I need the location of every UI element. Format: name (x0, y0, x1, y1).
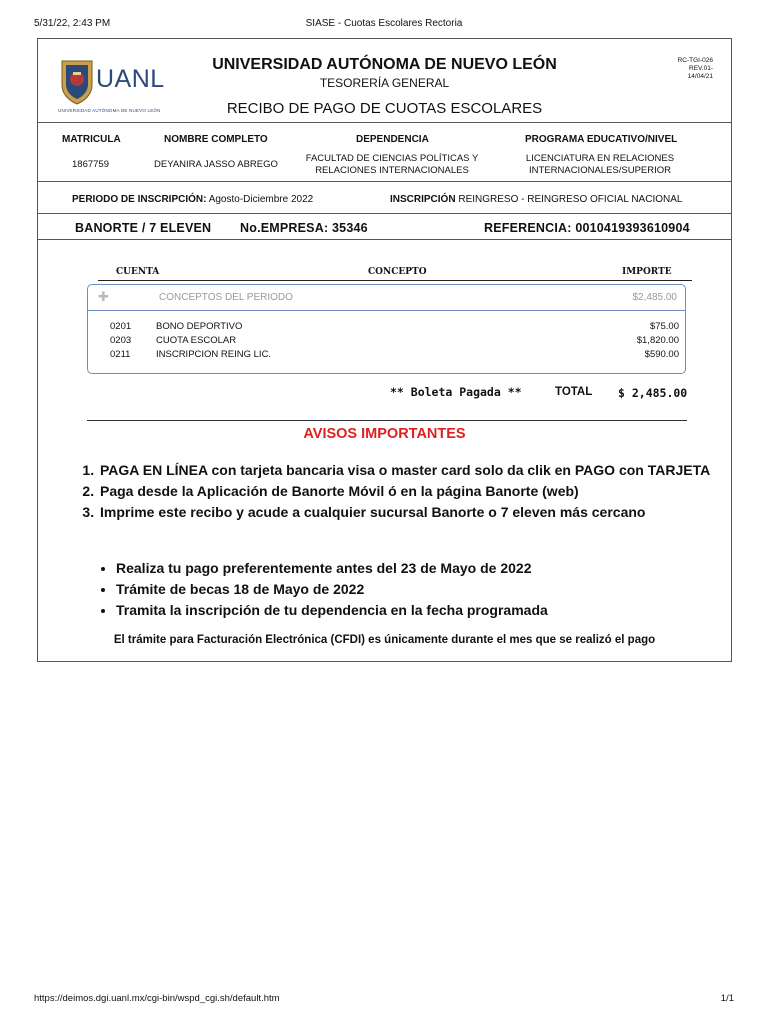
row-concepto: BONO DEPORTIVO (156, 321, 243, 332)
periodo-label: PERIODO DE INSCRIPCIÓN: (72, 194, 207, 205)
row-cuenta: 0201 (110, 321, 132, 332)
programa-value (510, 153, 690, 177)
cfdi-notice: El trámite para Facturación Electrónica (CFDI) es únicamente durante el mes que se realizó el pago (113, 634, 656, 646)
print-url: https://deimos.dgi.uanl.mx/cgi-bin/wspd_cgi.sh/default.htm (34, 993, 280, 1004)
list-item: • Tramita la inscripción de tu dependencia en la fecha programada (116, 600, 716, 621)
nombre-value: DEYANIRA JASSO ABREGO (154, 159, 278, 170)
dependencia-value (292, 153, 492, 177)
total-value: $ 2,485.00 (618, 386, 688, 400)
row-cuenta: 0211 (110, 349, 131, 360)
programa-line-1: LICENCIATURA EN RELACIONES (525, 153, 675, 164)
header-programa: PROGRAMA EDUCATIVO/NIVEL (525, 134, 678, 145)
periodo-value: Agosto-Diciembre 2022 (208, 194, 314, 205)
col-concepto: CONCEPTO (368, 267, 427, 277)
inscripcion-value: REINGRESO - REINGRESO OFICIAL NACIONAL (458, 194, 683, 205)
referencia (484, 221, 690, 235)
print-header (0, 0, 768, 40)
table-header-underline (98, 280, 692, 281)
expand-plus-icon[interactable]: ✚ (98, 289, 109, 304)
empresa (240, 221, 368, 235)
divider (38, 181, 731, 182)
document-code (653, 57, 713, 81)
bank-name: BANORTE / 7 ELEVEN (75, 221, 212, 235)
code-line-1: RC-TGI-026 (677, 57, 713, 64)
group-label: CONCEPTOS DEL PERIODO (159, 292, 293, 303)
university-name: UNIVERSIDAD AUTÓNOMA DE NUEVO LEÓN (212, 56, 557, 73)
matricula-value: 1867759 (72, 159, 109, 170)
print-datetime: 5/31/22, 2:43 PM (34, 18, 111, 29)
code-line-3: 14/04/21 (687, 73, 713, 80)
header-matricula: MATRICULA (62, 134, 121, 145)
avisos-title: AVISOS IMPORTANTES (303, 426, 466, 442)
divider (38, 122, 731, 123)
list-item: • Realiza tu pago preferentemente antes del 23 de Mayo de 2022 (116, 558, 716, 579)
list-item: 3. Imprime este recibo y acude a cualquier sucursal Banorte o 7 eleven más cercano (98, 502, 718, 523)
periodo-inscripcion (72, 194, 313, 205)
logo-text: UANL (96, 65, 165, 93)
dependencia-line-1: FACULTAD DE CIENCIAS POLÍTICAS Y (305, 153, 479, 164)
logo-subtext: UNIVERSIDAD AUTÓNOMA DE NUEVO LEÓN (58, 108, 161, 113)
divider (38, 239, 731, 240)
receipt-title: RECIBO DE PAGO DE CUOTAS ESCOLARES (226, 100, 543, 117)
row-importe: $75.00 (649, 321, 679, 332)
department-name: TESORERÍA GENERAL (319, 76, 450, 90)
divider (87, 420, 687, 421)
row-cuenta: 0203 (110, 335, 132, 346)
header-dependencia: DEPENDENCIA (356, 134, 429, 145)
dependencia-line-2: RELACIONES INTERNACIONALES (315, 165, 469, 176)
programa-line-2: INTERNACIONALES/SUPERIOR (529, 165, 671, 176)
tipo-inscripcion (390, 194, 682, 205)
referencia-label: REFERENCIA: (484, 221, 572, 235)
row-concepto: CUOTA ESCOLAR (156, 335, 237, 346)
payment-steps (80, 460, 718, 523)
concepts-group (87, 284, 686, 374)
row-concepto: INSCRIPCION REING LIC. (156, 349, 272, 360)
row-importe: $1,820.00 (636, 335, 679, 346)
empresa-label: No.EMPRESA: (240, 221, 329, 235)
header-nombre: NOMBRE COMPLETO (164, 134, 268, 145)
paid-status: ** Boleta Pagada ** (390, 385, 522, 399)
empresa-value: 35346 (332, 221, 368, 235)
list-item: • Trámite de becas 18 de Mayo de 2022 (116, 579, 716, 600)
referencia-value: 0010419393610904 (575, 221, 690, 235)
col-cuenta: CUENTA (116, 267, 160, 277)
print-title: SIASE - Cuotas Escolares Rectoria (305, 18, 463, 29)
page-count: 1/1 (720, 993, 734, 1004)
row-importe: $590.00 (644, 349, 679, 360)
list-item: 2. Paga desde la Aplicación de Banorte Móvil ó en la página Banorte (web) (98, 481, 718, 502)
inscripcion-label: INSCRIPCIÓN (390, 194, 456, 205)
reminders (100, 558, 716, 621)
receipt-frame (37, 38, 732, 662)
col-importe: IMPORTE (622, 267, 672, 277)
group-divider (88, 310, 685, 311)
divider (38, 213, 731, 214)
group-total: $2,485.00 (632, 292, 677, 303)
total-label: TOTAL (555, 386, 593, 398)
code-line-2: REV.01- (689, 65, 713, 72)
list-item: 1. PAGA EN LÍNEA con tarjeta bancaria visa o master card solo da clik en PAGO con TARJETA (98, 460, 718, 481)
